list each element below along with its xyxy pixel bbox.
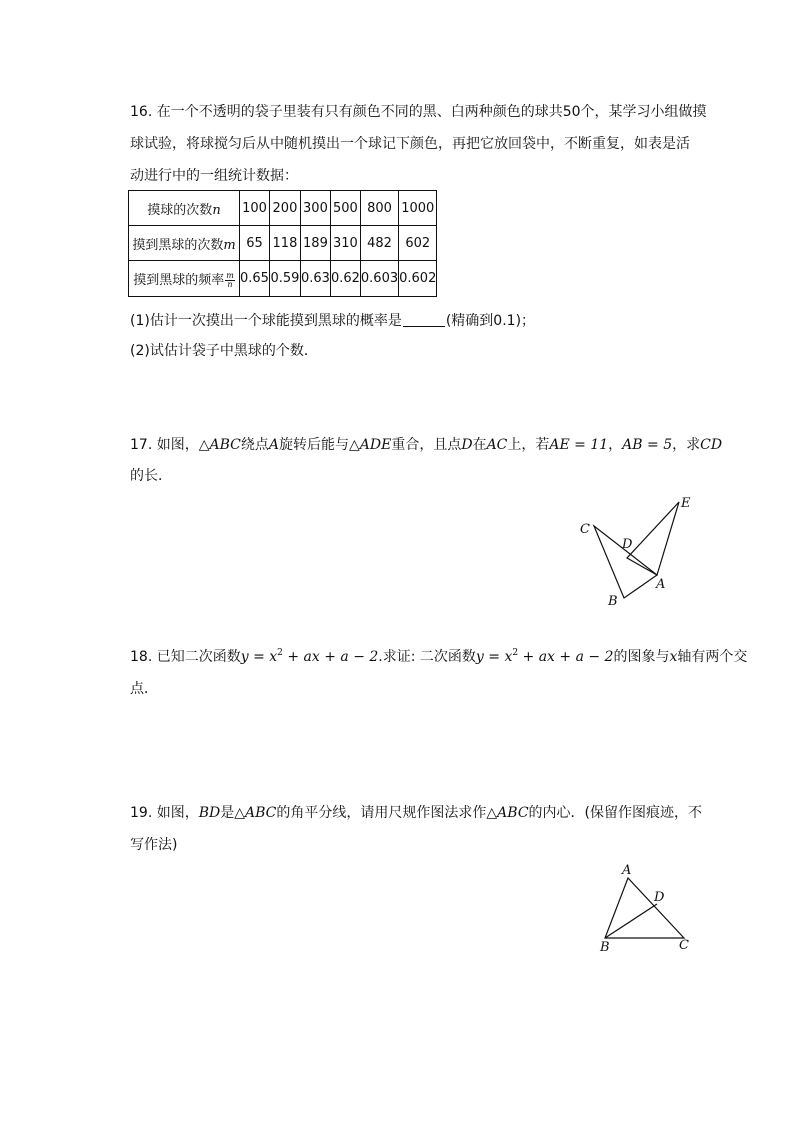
math-triangle-abc: ABC xyxy=(245,805,277,821)
math-segment-ac: AC xyxy=(486,437,508,453)
table-cell: 482 xyxy=(360,226,398,261)
label-a: A xyxy=(622,863,632,878)
exponent: 2 xyxy=(277,648,283,658)
table-cell: 200 xyxy=(269,191,300,226)
table-cell: 0.62 xyxy=(330,261,360,297)
q17-line-2: 的长． xyxy=(130,468,172,484)
q17-figure xyxy=(575,490,700,610)
table-cell: 800 xyxy=(360,191,398,226)
table-cell: 0.65 xyxy=(240,261,270,297)
row-header-frequency xyxy=(129,261,240,297)
table-cell: 65 xyxy=(240,226,270,261)
row-header-black-count xyxy=(129,226,240,261)
text: ，求 xyxy=(672,437,701,453)
angle-bisector-bd xyxy=(605,904,657,938)
table-row xyxy=(129,191,437,226)
text: 重合，且点 xyxy=(391,437,462,453)
math-triangle-abc: ABC xyxy=(209,437,241,453)
row-header-label: 摸到黑球的次数 xyxy=(132,237,224,253)
label-b: B xyxy=(608,594,618,609)
answer-blank[interactable] xyxy=(403,312,445,327)
math-triangle-abc: ABC xyxy=(497,805,529,821)
table-cell: 0.59 xyxy=(269,261,300,297)
text: 17. 如图，△ xyxy=(130,437,210,453)
math-eq-ae: AE = 11 xyxy=(549,437,609,453)
q19-line-2: 写作法) xyxy=(130,837,178,853)
q16-sub-question-1 xyxy=(130,312,535,330)
table-cell: 0.603 xyxy=(360,261,398,297)
label-e: E xyxy=(681,496,691,511)
math-point-d: D xyxy=(461,437,473,453)
table-cell: 0.602 xyxy=(399,261,437,297)
math-triangle-ade: ADE xyxy=(359,437,392,453)
q19-figure xyxy=(595,858,695,958)
q16-line-3: 动进行中的一组统计数据： xyxy=(130,168,298,184)
fraction-numerator: m xyxy=(226,270,234,280)
text: ， xyxy=(608,437,623,453)
row-header-label: 摸球的次数 xyxy=(147,202,213,218)
triangle-abc xyxy=(605,878,684,938)
table-cell: 500 xyxy=(330,191,360,226)
table-cell: 1000 xyxy=(399,191,437,226)
math-var-x: x xyxy=(669,649,678,665)
table-cell: 300 xyxy=(300,191,330,226)
label-b: B xyxy=(600,940,610,955)
table-row xyxy=(129,226,437,261)
q18-line-1 xyxy=(130,648,747,666)
sub1-note: (精确到0.1)； xyxy=(445,313,536,329)
text: 在 xyxy=(472,437,487,453)
fraction-denominator: n xyxy=(227,279,233,289)
frequency-table xyxy=(128,190,437,297)
math-expr-1: y = x xyxy=(240,649,278,665)
math-segment-cd: CD xyxy=(700,437,723,453)
table-cell: 189 xyxy=(300,226,330,261)
exponent: 2 xyxy=(512,648,519,658)
text: 的角平分线，请用尺规作图法求作△ xyxy=(276,805,498,821)
q18-line-2: 点． xyxy=(130,681,158,697)
text: 绕点 xyxy=(240,437,269,453)
math-expr-1-tail: + ax + a − 2 xyxy=(282,649,379,665)
fraction-m-over-n xyxy=(225,272,235,289)
math-expr-2-tail: + ax + a − 2 xyxy=(518,649,614,665)
text: 是△ xyxy=(220,805,246,821)
row-header-draws xyxy=(129,191,240,226)
label-c: C xyxy=(679,938,689,953)
q17-line-1 xyxy=(130,436,722,454)
row-header-label: 摸到黑球的频率 xyxy=(133,272,225,288)
label-a: A xyxy=(656,577,666,592)
math-segment-bd: BD xyxy=(198,805,221,821)
text: 的内心．(保留作图痕迹，不 xyxy=(528,805,703,821)
text: 轴有两个交 xyxy=(677,649,748,665)
table-cell: 100 xyxy=(240,191,270,226)
var-m: m xyxy=(223,237,236,253)
text: 的图象与 xyxy=(613,649,670,665)
table-cell: 602 xyxy=(399,226,437,261)
table-cell: 118 xyxy=(269,226,300,261)
var-n: n xyxy=(212,202,221,218)
text: 19. 如图， xyxy=(130,805,199,821)
label-d: D xyxy=(654,890,665,905)
q16-line-1: 16. 在一个不透明的袋子里装有只有颜色不同的黑、白两种颜色的球共50个，某学习小组做摸 xyxy=(130,104,707,120)
text: .求证: 二次函数 xyxy=(378,649,476,665)
text: 旋转后能与△ xyxy=(278,437,360,453)
sub1-text: (1)估计一次摸出一个球能摸到黑球的概率是 xyxy=(130,313,402,329)
q16-sub-question-2: (2)试估计袋子中黑球的个数． xyxy=(130,343,318,359)
text: 上，若 xyxy=(507,437,550,453)
table-cell: 0.63 xyxy=(300,261,330,297)
math-eq-ab: AB = 5 xyxy=(622,437,673,453)
triangle-ade xyxy=(627,502,679,575)
math-expr-2: y = x xyxy=(475,649,513,665)
table-cell: 310 xyxy=(330,226,360,261)
q19-line-1 xyxy=(130,804,702,822)
label-c: C xyxy=(580,522,590,537)
label-d: D xyxy=(622,537,633,552)
table-row xyxy=(129,261,437,297)
text: 18. 已知二次函数 xyxy=(130,649,241,665)
q16-line-2: 球试验，将球搅匀后从中随机摸出一个球记下颜色，再把它放回袋中，不断重复，如表是活 xyxy=(130,136,690,152)
math-point-a: A xyxy=(268,437,279,453)
